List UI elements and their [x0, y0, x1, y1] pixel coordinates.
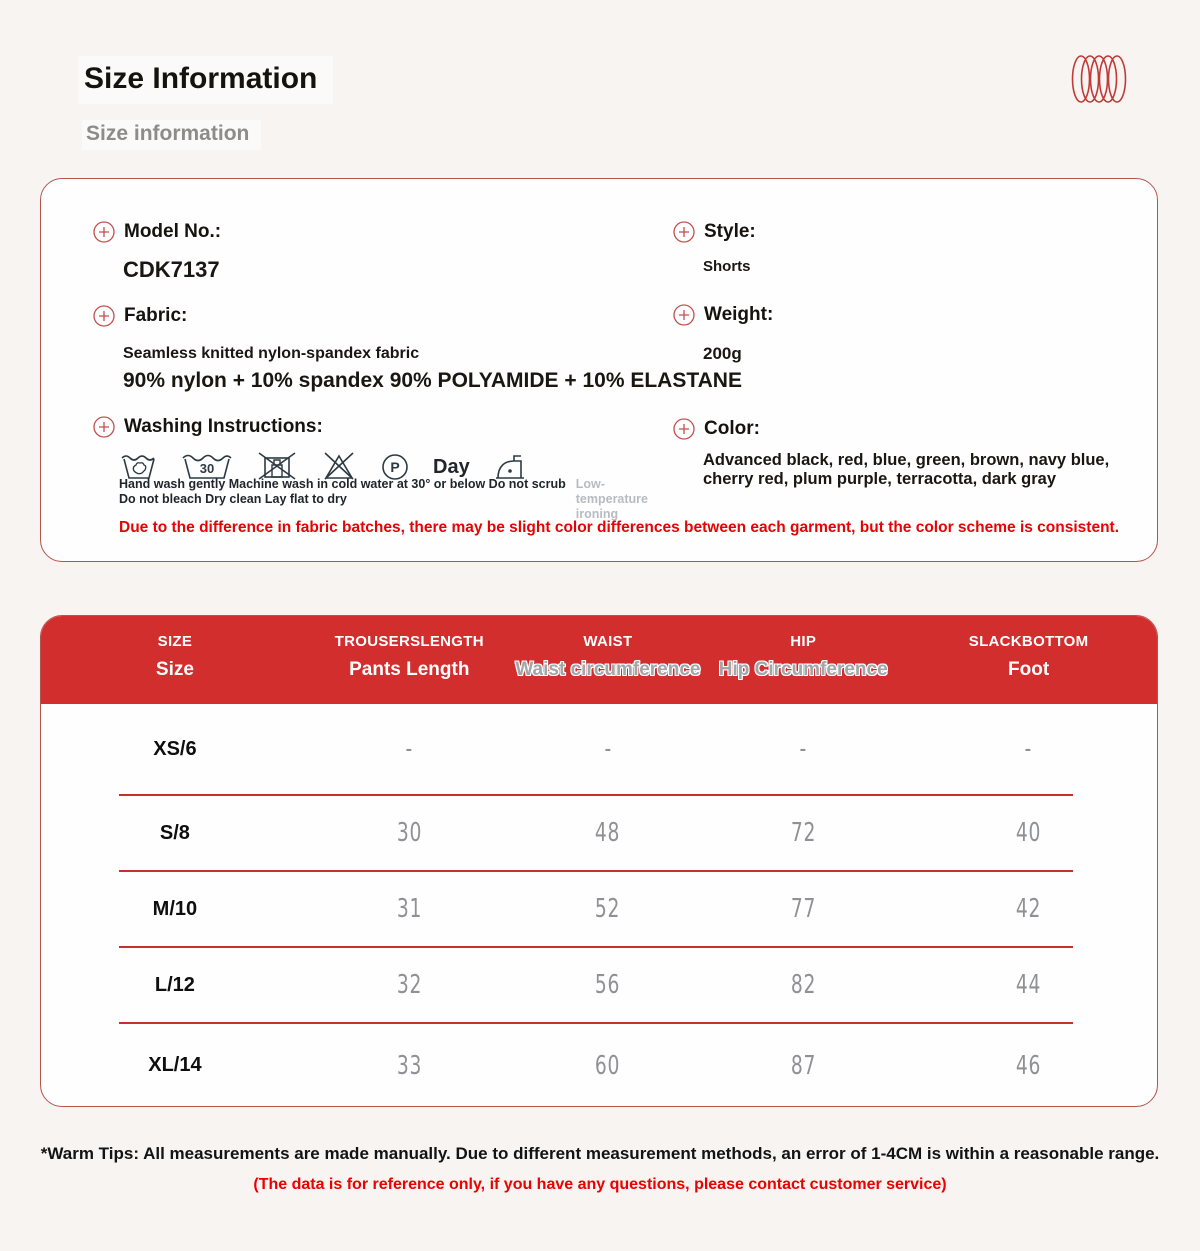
model-no-label-text: Model No.:	[124, 221, 222, 242]
model-no-value: CDK7137	[123, 257, 220, 282]
table-row	[41, 948, 1157, 1022]
size-cell: XL/14	[148, 1054, 202, 1076]
value-cell: 44	[1015, 970, 1042, 1000]
fabric-line2: 90% nylon + 10% spandex 90% POLYAMIDE + 10% ELASTANE	[123, 369, 742, 392]
value-cell: 52	[595, 894, 621, 924]
value-cell: 33	[396, 1050, 422, 1081]
fabric-line1: Seamless knitted nylon-spandex fabric	[123, 345, 420, 362]
table-body	[41, 704, 1157, 1107]
value-cell: 31	[396, 894, 422, 924]
color-label	[673, 418, 760, 440]
reference-note-text: (The data is for reference only, if you have any questions, please contact customer service)	[253, 1176, 947, 1193]
column-header-en: TROUSERSLENGTH	[334, 633, 484, 650]
product-info-card	[40, 178, 1158, 562]
plus-icon	[673, 418, 695, 440]
washing-caption-line1: Hand wash gently Machine wash in cold water at 30° or below Do not scrub	[119, 477, 566, 491]
model-no-label	[93, 221, 221, 243]
plus-icon	[93, 305, 115, 327]
page-subtitle: Size information	[82, 120, 261, 150]
fabric-label-text: Fabric:	[124, 305, 188, 326]
value-cell: 77	[790, 894, 816, 924]
size-cell: S/8	[159, 821, 190, 844]
value-cell: 30	[396, 818, 422, 848]
table-row	[41, 872, 1157, 946]
value-cell: -	[405, 734, 413, 764]
table-header	[41, 616, 1157, 704]
svg-text:P: P	[390, 459, 400, 475]
table-row	[41, 1024, 1157, 1107]
weight-label	[673, 304, 773, 326]
svg-text:30: 30	[199, 461, 215, 476]
size-table-card	[40, 615, 1158, 1107]
column-header	[510, 631, 706, 704]
column-header-sub: Waist circumference	[515, 659, 701, 680]
washing-instructions-label-text: Washing Instructions:	[124, 416, 323, 437]
column-header-en: HIP	[790, 633, 817, 650]
warm-tips-text: *Warm Tips: All measurements are made manually. Due to different measurement methods, an error of 1-4CM is within a reasonable range.	[40, 1144, 1160, 1163]
size-cell: L/12	[154, 973, 195, 996]
column-header	[41, 631, 309, 704]
coil-logo-icon	[1070, 52, 1128, 106]
value-cell: -	[604, 734, 612, 764]
color-label-text: Color:	[704, 418, 760, 439]
column-header-en: WAIST	[583, 633, 633, 650]
color-value: Advanced black, red, blue, green, brown, navy blue, cherry red, plum purple, terracotta, dark gray	[703, 451, 1110, 488]
value-cell: 40	[1015, 818, 1042, 848]
table-row	[41, 704, 1157, 794]
column-header-sub: Hip Circumference	[718, 659, 888, 680]
value-cell: 46	[1015, 1050, 1042, 1081]
page-title: Size Information	[78, 56, 333, 104]
column-header-sub: Pants Length	[349, 659, 470, 680]
value-cell: 60	[595, 1050, 621, 1081]
column-header-en: SIZE	[157, 633, 193, 650]
fabric-batch-note: Due to the difference in fabric batches, there may be slight color differences between each garment, but the color scheme is consistent.	[119, 519, 1120, 536]
column-header	[900, 631, 1157, 704]
day-label: Day	[433, 456, 470, 478]
value-cell: -	[799, 734, 807, 764]
washing-caption-line2: Do not bleach Dry clean Lay flat to dry	[119, 492, 347, 506]
plus-icon	[673, 221, 695, 243]
plus-icon	[673, 304, 695, 326]
plus-icon	[93, 416, 115, 438]
column-header-sub: Foot	[1008, 659, 1050, 680]
washing-caption-gray: Low-temperature ironing	[575, 477, 648, 521]
value-cell: 32	[396, 970, 422, 1000]
column-header	[309, 631, 510, 704]
column-header-en: SLACKBOTTOM	[968, 633, 1089, 650]
value-cell: -	[1024, 734, 1033, 764]
column-header-sub: Size	[155, 659, 194, 680]
weight-value: 200g	[703, 344, 742, 363]
value-cell: 87	[790, 1050, 816, 1081]
value-cell: 48	[595, 818, 621, 848]
style-label	[673, 221, 756, 243]
size-cell: M/10	[152, 897, 198, 920]
washing-icons-row	[121, 445, 526, 481]
style-label-text: Style:	[704, 221, 756, 242]
value-cell: 72	[790, 818, 816, 848]
value-cell: 42	[1015, 894, 1042, 924]
fabric-label	[93, 305, 187, 327]
plus-icon	[93, 221, 115, 243]
table-row	[41, 796, 1157, 870]
washing-captions	[119, 477, 674, 522]
size-cell: XS/6	[153, 737, 197, 760]
column-header	[706, 631, 900, 704]
washing-instructions-label	[93, 416, 323, 438]
weight-label-text: Weight:	[704, 304, 774, 325]
style-value: Shorts	[703, 258, 751, 275]
value-cell: 82	[790, 970, 816, 1000]
value-cell: 56	[595, 970, 621, 1000]
